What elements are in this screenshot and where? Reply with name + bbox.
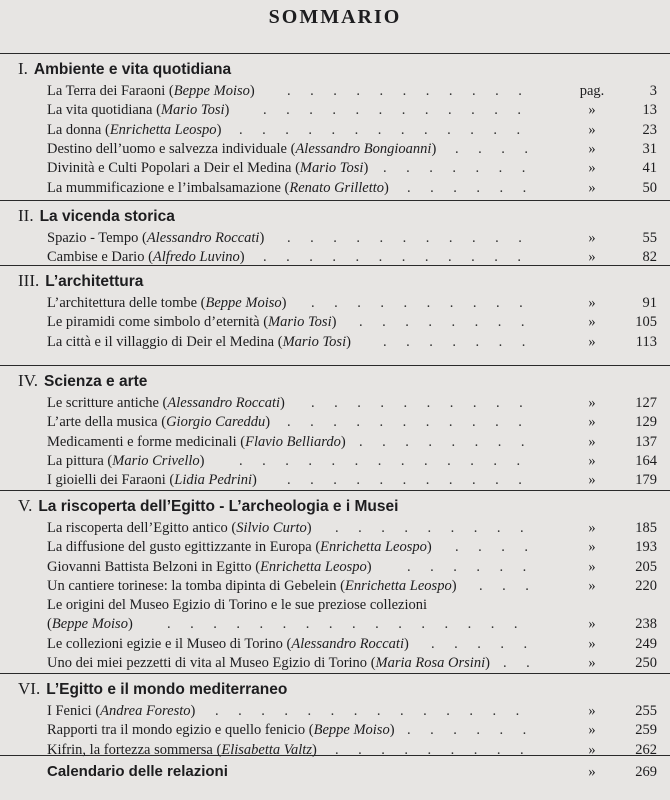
- page-number: 238: [635, 616, 657, 633]
- entry-author: Alessandro Bongioanni: [295, 140, 432, 157]
- entry-title: [47, 653, 490, 673]
- entry-author: Elisabetta Valtz: [221, 741, 312, 758]
- dot-leader: ........: [359, 433, 544, 450]
- page-number: 41: [642, 160, 657, 177]
- entry-text: Uno dei miei pezzetti di vita al Museo Egizio di Torino: [47, 655, 368, 672]
- entry-text: Le origini del Museo Egizio di Torino e le sue preziose collezioni: [47, 597, 428, 614]
- page-marker: »: [588, 616, 596, 633]
- entry-title: [47, 312, 336, 332]
- page-marker: »: [588, 140, 596, 157]
- entry-author: Mario Crivello: [112, 452, 200, 469]
- paren: (: [259, 314, 269, 331]
- entry-author: Mario Tosi: [160, 102, 225, 119]
- dot-leader: ..: [503, 655, 550, 672]
- entry-author: Mario Tosi: [282, 333, 347, 350]
- page-marker: »: [588, 179, 596, 196]
- toc-entry: [47, 451, 657, 471]
- entry-text: Destino dell’uomo e salvezza individuale: [47, 140, 287, 157]
- page-number: 23: [642, 121, 657, 138]
- dot-leader: .........: [335, 741, 544, 758]
- entry-text: La diffusione del gusto egittizzante in Europa: [47, 539, 312, 556]
- paren: (: [280, 179, 290, 196]
- dot-leader: ...........: [287, 414, 542, 431]
- toc-section: [0, 265, 670, 350]
- page-number: 164: [635, 452, 657, 469]
- entry-text: La donna: [47, 121, 102, 138]
- entry-author: Alfredo Luvino: [152, 249, 240, 266]
- dot-leader: ........: [359, 314, 544, 331]
- page-number: 50: [642, 179, 657, 196]
- section-heading: [18, 59, 231, 79]
- entry-text: Spazio - Tempo: [47, 230, 139, 246]
- paren: ): [252, 472, 257, 489]
- paren: (: [236, 433, 246, 450]
- paren: ): [127, 616, 133, 633]
- entry-author: Lidia Pedrini: [174, 472, 253, 489]
- entry-author: Mario Tosi: [299, 160, 364, 177]
- page-number: 55: [642, 230, 657, 246]
- entry-title: [47, 537, 432, 557]
- entry-text: Medicamenti e forme medicinali: [47, 433, 237, 450]
- entry-title: [47, 178, 389, 198]
- page-marker: »: [588, 414, 596, 431]
- paren: ): [485, 655, 490, 672]
- page-marker: »: [588, 230, 596, 246]
- dot-leader: ............: [263, 102, 541, 119]
- entry-title: [47, 557, 372, 577]
- page-number: 262: [635, 741, 657, 758]
- page-number: 269: [635, 764, 657, 780]
- paren: ): [216, 121, 222, 138]
- page-marker: »: [588, 452, 596, 469]
- paren: ): [259, 230, 265, 246]
- toc-section: [0, 673, 670, 758]
- entry-author: Enrichetta Leospo: [344, 577, 452, 594]
- page-marker: »: [588, 295, 596, 311]
- page-marker: »: [588, 655, 596, 672]
- page-marker: »: [588, 722, 596, 739]
- page-number: 137: [635, 433, 657, 450]
- entry-author: Mario Tosi: [268, 314, 332, 331]
- toc-section: [0, 490, 670, 672]
- paren: ): [199, 452, 205, 469]
- paren: ): [431, 140, 437, 157]
- entry-text: Divinità e Culti Popolari a Deir el Medina: [47, 160, 292, 177]
- entry-title: [47, 293, 286, 313]
- page-marker: »: [588, 520, 596, 536]
- dot-leader: ...: [479, 577, 549, 594]
- entry-title: [47, 228, 264, 248]
- paren: (: [47, 616, 52, 633]
- entry-author-line: [47, 614, 133, 634]
- section-title: Ambiente e vita quotidiana: [33, 61, 232, 78]
- paren: (: [286, 140, 296, 157]
- page-marker: »: [588, 314, 596, 331]
- page-marker: »: [588, 102, 596, 119]
- toc-entry: [47, 100, 657, 120]
- paren: (: [197, 295, 206, 311]
- page-number: 31: [642, 140, 657, 157]
- page-marker: »: [588, 121, 596, 138]
- toc-entry: [47, 634, 657, 654]
- paren: (: [227, 520, 237, 536]
- entry-author: Renato Grilletto: [289, 179, 385, 196]
- entry-author: Enrichetta Leospo: [260, 558, 367, 575]
- entry-title: [47, 595, 427, 615]
- paren: (: [336, 577, 345, 594]
- entry-author: Silvio Curto: [236, 520, 307, 536]
- page-marker: »: [588, 635, 596, 652]
- dot-leader: .............: [239, 452, 540, 469]
- paren: (: [291, 160, 300, 177]
- section-heading: [18, 206, 175, 226]
- entry-title: [47, 139, 436, 159]
- paren: ): [311, 741, 317, 758]
- dot-leader: ....: [455, 140, 548, 157]
- paren: ): [389, 722, 395, 739]
- paren: ): [331, 314, 337, 331]
- page-marker: »: [588, 333, 596, 350]
- entry-text: Le scritture antiche: [47, 395, 159, 411]
- toc-entry: [47, 653, 657, 673]
- paren: (: [251, 558, 261, 575]
- page-marker: »: [588, 577, 596, 594]
- toc-entry: [47, 557, 657, 577]
- section-number: I.: [18, 59, 28, 78]
- toc-entry: [47, 432, 657, 452]
- entry-text: I gioielli dei Faraoni: [47, 472, 166, 489]
- entry-author: Flavio Belliardo: [245, 433, 341, 450]
- toc-entry: [47, 120, 657, 140]
- entry-text: Rapporti tra il mondo egizio e quello fenicio: [47, 722, 306, 739]
- section-number: III.: [18, 271, 40, 290]
- section-heading: [18, 271, 143, 291]
- paren: (: [158, 395, 168, 411]
- paren: ): [239, 249, 245, 266]
- entry-title: [47, 432, 346, 452]
- page-marker: »: [588, 703, 596, 719]
- dot-leader: ......: [407, 558, 546, 575]
- page-number: 220: [635, 577, 657, 594]
- entry-author: Beppe Moiso: [205, 295, 282, 311]
- dot-leader: .......: [383, 333, 545, 350]
- section-title: L’Egitto e il mondo mediterraneo: [46, 681, 288, 698]
- toc-entry: [47, 701, 657, 721]
- page-number: 3: [649, 83, 657, 99]
- toc-entry: [47, 332, 657, 352]
- paren: (: [152, 102, 161, 119]
- toc-entry: [47, 178, 657, 198]
- entry-title: [47, 412, 270, 432]
- dot-leader: ..............: [215, 703, 539, 719]
- paren: ): [346, 333, 351, 350]
- paren: (: [367, 655, 376, 672]
- toc-entry: [47, 537, 657, 557]
- dot-leader: ................: [167, 616, 537, 633]
- toc-section: [0, 200, 670, 266]
- toc-entry: [47, 312, 657, 332]
- toc-entry: [47, 393, 657, 413]
- page-number: 179: [635, 472, 657, 489]
- section-title: Scienza e arte: [44, 373, 148, 390]
- entry-text: L’arte della musica: [47, 414, 158, 431]
- page-marker: »: [588, 472, 596, 489]
- paren: (: [144, 249, 153, 266]
- paren: ): [403, 635, 409, 652]
- section-number: VI.: [18, 679, 41, 698]
- paren: ): [366, 558, 372, 575]
- paren: ): [249, 83, 255, 99]
- paren: (: [138, 230, 147, 246]
- entry-author: Beppe Moiso: [173, 83, 250, 99]
- entry-text: La Terra dei Faraoni: [47, 83, 166, 99]
- paren: ): [451, 577, 457, 594]
- entry-author: Alessandro Roccati: [146, 230, 260, 246]
- dot-leader: ....: [455, 539, 548, 556]
- page-number: 185: [635, 520, 657, 536]
- paren: ): [265, 414, 271, 431]
- dot-leader: ..........: [311, 395, 543, 411]
- page-number: 105: [635, 314, 657, 331]
- section-number: V.: [18, 496, 33, 515]
- toc-entry: [47, 158, 657, 178]
- entry-author: Enrichetta Leospo: [320, 539, 427, 556]
- toc-section: [0, 53, 670, 196]
- dot-leader: ...........: [287, 83, 542, 99]
- entry-text: Kifrin, la fortezza sommersa: [47, 741, 213, 758]
- entry-text: La mummificazione e l’imbalsamazione: [47, 179, 281, 196]
- page-number: 113: [635, 333, 657, 350]
- dot-leader: .....: [431, 635, 547, 652]
- toc-entry: [47, 293, 657, 313]
- toc-entry-calendario: [47, 761, 657, 783]
- entry-text: Cambise e Dario: [47, 249, 145, 266]
- paren: (: [91, 703, 101, 719]
- entry-text: La città e il villaggio di Deir el Medina: [47, 333, 275, 350]
- entry-title: [47, 740, 317, 760]
- page-marker: »: [588, 395, 596, 411]
- entry-title: [47, 634, 409, 654]
- page-marker: »: [588, 558, 596, 575]
- section-title: L’architettura: [45, 273, 144, 290]
- dot-leader: ..........: [311, 295, 543, 311]
- dot-leader: ............: [263, 249, 541, 266]
- dot-leader: ...........: [287, 472, 542, 489]
- entry-title: [47, 470, 257, 490]
- entry-title: [47, 120, 221, 140]
- paren: ): [306, 520, 312, 536]
- page-number: 13: [642, 102, 657, 119]
- entry-author: Beppe Moiso: [51, 616, 128, 633]
- paren: ): [340, 433, 346, 450]
- entry-text: Giovanni Battista Belzoni in Egitto: [47, 558, 252, 575]
- paren: (: [103, 452, 113, 469]
- toc-entry: [47, 470, 657, 490]
- page-marker: »: [588, 433, 596, 450]
- entry-author: Enrichetta Leospo: [109, 121, 217, 138]
- dot-leader: .......: [383, 160, 545, 177]
- page-marker: »: [588, 160, 596, 177]
- entry-text: La riscoperta dell’Egitto antico: [47, 520, 228, 536]
- dot-leader: .............: [239, 121, 540, 138]
- entry-text: I Fenici: [47, 703, 92, 719]
- page-number: 259: [635, 722, 657, 739]
- toc-entry: [47, 518, 657, 538]
- toc-entry: [47, 412, 657, 432]
- section-title: La riscoperta dell’Egitto - L’archeologia e i Musei: [38, 498, 399, 515]
- page-number: 255: [635, 703, 657, 719]
- section-heading: [18, 371, 147, 391]
- paren: (: [101, 121, 110, 138]
- entry-text: La pittura: [47, 452, 104, 469]
- page-number: 205: [635, 558, 657, 575]
- entry-title: [47, 393, 285, 413]
- page-marker: »: [588, 539, 596, 556]
- entry-title: [47, 451, 205, 471]
- entry-title: [47, 720, 395, 740]
- page-number: 91: [642, 295, 657, 311]
- toc-entry: [47, 81, 657, 101]
- section-heading: [18, 679, 287, 699]
- paren: ): [384, 179, 389, 196]
- paren: (: [282, 635, 292, 652]
- entry-author: Beppe Moiso: [313, 722, 390, 739]
- entry-title: [47, 81, 255, 101]
- dot-leader: .........: [335, 520, 544, 536]
- divider: [0, 755, 670, 756]
- paren: (: [165, 83, 174, 99]
- entry-text: La vita quotidiana: [47, 102, 153, 119]
- entry-title: [47, 332, 351, 352]
- toc-entry: [47, 228, 657, 248]
- entry-title: Calendario delle relazioni: [47, 763, 228, 780]
- entry-title: [47, 100, 229, 120]
- entry-title: [47, 158, 368, 178]
- section-number: II.: [18, 206, 34, 225]
- paren: (: [157, 414, 167, 431]
- dot-leader: ...........: [287, 230, 542, 246]
- page-marker: »: [588, 741, 596, 758]
- page-number: 127: [635, 395, 657, 411]
- page-marker: pag.: [579, 83, 605, 99]
- paren: ): [280, 395, 285, 411]
- page-marker: »: [588, 249, 596, 266]
- paren: ): [363, 160, 369, 177]
- page-number: 193: [635, 539, 657, 556]
- entry-text: Le piramidi come simbolo d’eternità: [47, 314, 260, 331]
- section-number: IV.: [18, 371, 38, 390]
- entry-title: [47, 701, 195, 721]
- paren: ): [190, 703, 196, 719]
- page-marker: »: [588, 764, 596, 780]
- toc-entry: [47, 740, 657, 760]
- paren: ): [224, 102, 230, 119]
- entry-text: L’architettura delle tombe: [47, 295, 198, 311]
- entry-author: Giorgio Careddu: [166, 414, 266, 431]
- toc-entry: [47, 720, 657, 740]
- entry-author: Maria Rosa Orsini: [375, 655, 486, 672]
- paren: (: [311, 539, 321, 556]
- entry-title: [47, 576, 457, 596]
- paren: (: [212, 741, 222, 758]
- paren: (: [305, 722, 314, 739]
- section-title: La vicenda storica: [39, 208, 175, 225]
- toc-entry: [47, 595, 657, 633]
- entry-title: [47, 518, 312, 538]
- paren: (: [274, 333, 283, 350]
- page-number: 82: [642, 249, 657, 266]
- entry-author: Andrea Foresto: [100, 703, 191, 719]
- page-number: 129: [635, 414, 657, 431]
- entry-text: Le collezioni egizie e il Museo di Torino: [47, 635, 283, 652]
- paren: ): [281, 295, 287, 311]
- paren: ): [426, 539, 432, 556]
- entry-author: Alessandro Roccati: [167, 395, 281, 411]
- entry-text: Un cantiere torinese: la tomba dipinta di Gebelein: [47, 577, 337, 594]
- section-heading: [18, 496, 398, 516]
- dot-leader: ......: [407, 722, 546, 739]
- paren: (: [165, 472, 175, 489]
- toc-section: [0, 365, 670, 489]
- toc-entry: [47, 576, 657, 596]
- page-title: SOMMARIO: [268, 6, 402, 28]
- toc-entry: [47, 139, 657, 159]
- entry-author: Alessandro Roccati: [291, 635, 404, 652]
- page-number: 249: [635, 635, 657, 652]
- page-number: 250: [635, 655, 657, 672]
- dot-leader: ......: [407, 179, 546, 196]
